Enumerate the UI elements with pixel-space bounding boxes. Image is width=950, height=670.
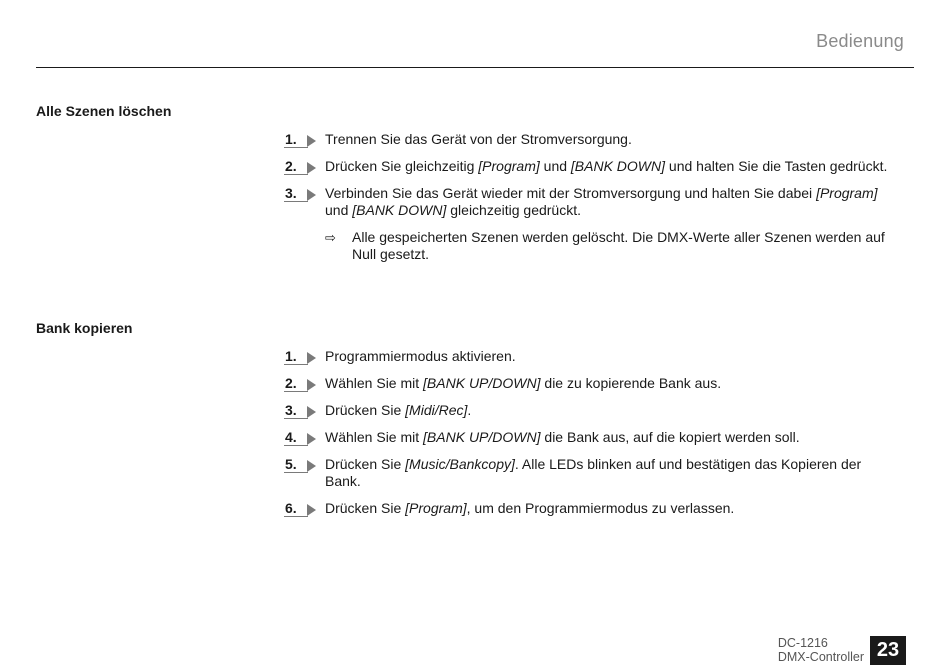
section-title-alle-szenen-loeschen: Alle Szenen löschen <box>36 103 172 119</box>
step-text-part: Wählen Sie mit <box>325 375 424 391</box>
step-text-part: und <box>325 202 353 218</box>
step-text-part: Trennen Sie das Gerät von der Stromversorgung. <box>325 131 632 147</box>
step-text-part: Verbinden Sie das Gerät wieder mit der Stromversorgung und halten Sie dabei <box>325 185 817 201</box>
step-text-key: [BANK UP/DOWN] <box>423 375 541 391</box>
step-arrow-icon <box>307 504 316 516</box>
step-number <box>284 456 318 476</box>
footer-model <box>778 636 864 664</box>
step-item <box>284 402 899 419</box>
step-text-key: [Music/Bankcopy] <box>405 456 515 472</box>
step-item <box>284 158 899 175</box>
step-text-part: Programmiermodus aktivieren. <box>325 348 516 364</box>
step-text-part: Drücken Sie gleichzeitig <box>325 158 479 174</box>
step-item <box>284 456 899 490</box>
step-text-part: Wählen Sie mit <box>325 429 424 445</box>
step-number <box>284 185 318 205</box>
step-text-part: und <box>539 158 571 174</box>
step-arrow-line <box>284 174 308 175</box>
step-arrow-icon <box>307 460 316 472</box>
step-arrow-icon <box>307 162 316 174</box>
step-text-key: [Program] <box>478 158 540 174</box>
step-arrow-icon <box>307 379 316 391</box>
step-arrow-line <box>284 445 308 446</box>
header-title: Bedienung <box>816 31 904 51</box>
step-text-key: [Program] <box>405 500 467 516</box>
step-number-text: 1. <box>285 131 297 147</box>
step-number <box>284 131 318 151</box>
step-item <box>284 429 899 446</box>
step-number-text: 3. <box>285 402 297 418</box>
step-text-part: die zu kopierende Bank aus. <box>540 375 722 391</box>
step-arrow-icon <box>307 189 316 201</box>
page-number-badge: 23 <box>870 636 906 665</box>
section-title-bank-kopieren: Bank kopieren <box>36 320 133 336</box>
step-arrow-line <box>284 472 308 473</box>
step-number <box>284 158 318 178</box>
step-number-text: 5. <box>285 456 297 472</box>
step-text <box>325 429 899 446</box>
step-text-part: und halten Sie die Tasten gedrückt. <box>665 158 888 174</box>
steps-list-alle-szenen-loeschen <box>284 131 899 263</box>
steps-list-bank-kopieren <box>284 348 899 527</box>
step-item <box>284 500 899 517</box>
step-number <box>284 500 318 520</box>
step-item <box>284 185 899 219</box>
step-arrow-line <box>284 364 308 365</box>
step-text-part: gleichzeitig gedrückt. <box>446 202 582 218</box>
step-text-key: [BANK UP/DOWN] <box>423 429 541 445</box>
step-arrow-line <box>284 391 308 392</box>
step-item <box>284 375 899 392</box>
step-text <box>325 456 899 490</box>
step-text-key: [Midi/Rec] <box>405 402 468 418</box>
step-text <box>325 375 899 392</box>
step-arrow-line <box>284 418 308 419</box>
step-text <box>325 158 899 175</box>
step-number <box>284 375 318 395</box>
step-text-part: . <box>467 402 472 418</box>
step-number-text: 3. <box>285 185 297 201</box>
step-arrow-icon <box>307 135 316 147</box>
step-number-text: 2. <box>285 158 297 174</box>
step-text <box>325 402 899 419</box>
step-text-part: , um den Programmiermodus zu verlassen. <box>466 500 735 516</box>
step-number-text: 4. <box>285 429 297 445</box>
step-arrow-icon <box>307 433 316 445</box>
step-number <box>284 429 318 449</box>
step-text-key: [BANK DOWN] <box>570 158 666 174</box>
step-text-part: . Alle LEDs blinken auf und bestätigen das Kopieren der Bank. <box>325 456 862 489</box>
step-text-part: Drücken Sie <box>325 456 406 472</box>
step-number <box>284 348 318 368</box>
result-text: Alle gespeicherten Szenen werden gelöscht. Die DMX-Werte aller Szenen werden auf Null gesetzt. <box>352 229 885 262</box>
step-arrow-icon <box>307 406 316 418</box>
step-item <box>284 131 899 148</box>
step-result <box>325 229 899 263</box>
step-text-part: Drücken Sie <box>325 402 406 418</box>
step-number-text: 6. <box>285 500 297 516</box>
step-text <box>325 185 899 219</box>
step-number <box>284 402 318 422</box>
step-text-key: [Program] <box>816 185 878 201</box>
step-arrow-icon <box>307 352 316 364</box>
header-divider <box>36 67 914 68</box>
step-arrow-line <box>284 147 308 148</box>
footer-model-name: DMX-Controller <box>777 650 864 664</box>
step-text <box>325 131 899 148</box>
step-arrow-line <box>284 201 308 202</box>
step-number-text: 1. <box>285 348 297 364</box>
step-text-part: Drücken Sie <box>325 500 406 516</box>
step-arrow-line <box>284 516 308 517</box>
footer-model-number: DC-1216 <box>777 636 828 650</box>
step-text <box>325 500 899 517</box>
step-item <box>284 348 899 365</box>
step-text-key: [BANK DOWN] <box>352 202 447 218</box>
step-text-part: die Bank aus, auf die kopiert werden soll. <box>540 429 800 445</box>
step-text <box>325 348 899 365</box>
result-arrow-icon: ⇨ <box>325 230 336 245</box>
step-number-text: 2. <box>285 375 297 391</box>
